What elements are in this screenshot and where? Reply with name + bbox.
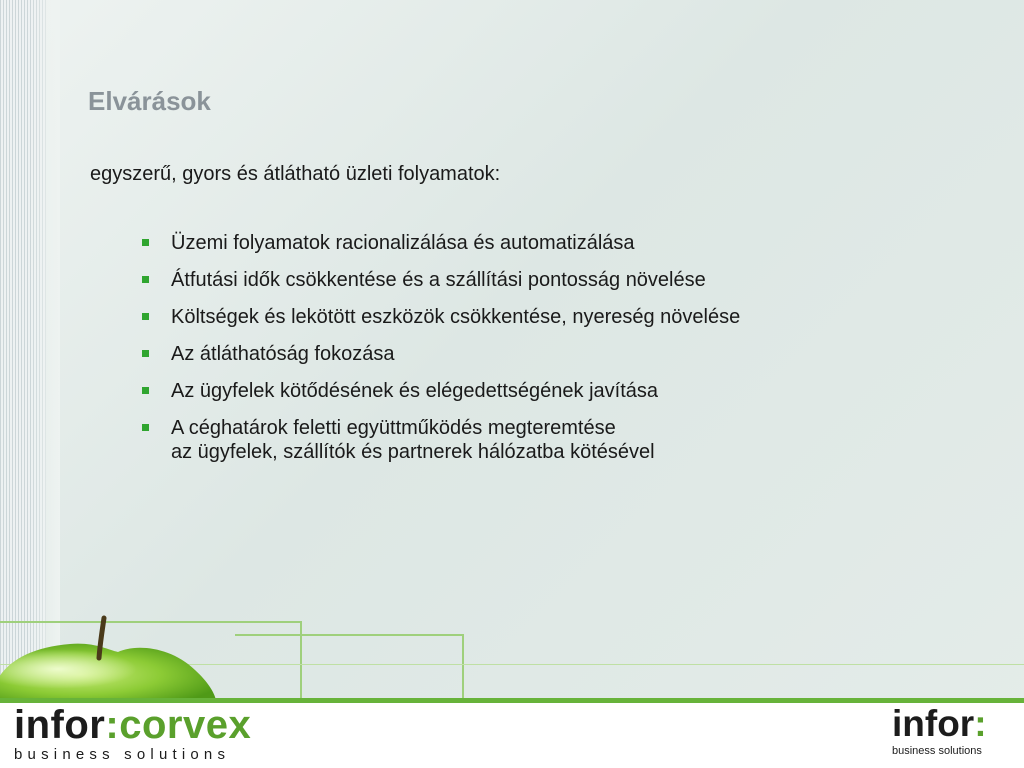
list-item: Üzemi folyamatok racionalizálása és automatizálása [142, 231, 740, 255]
list-item: Átfutási idők csökkentése és a szállítási pontosság növelése [142, 268, 740, 292]
green-apple-icon [0, 600, 230, 700]
list-item: A céghatárok feletti együttműködés megteremtése az ügyfelek, szállítók és partnerek hálózatba kötésével [142, 416, 740, 464]
bullet-square-icon [142, 239, 149, 246]
list-item: Az ügyfelek kötődésének és elégedettségének javítása [142, 379, 740, 403]
bullet-square-icon [142, 387, 149, 394]
stripe-fade [30, 0, 60, 700]
list-item: Költségek és lekötött eszközök csökkentése, nyereség növelése [142, 305, 740, 329]
list-item: Az átláthatóság fokozása [142, 342, 740, 366]
slide-title: Elvárások [88, 86, 211, 116]
bullet-square-icon [142, 313, 149, 320]
slide-subtitle: egyszerű, gyors és átlátható üzleti folyamatok: [90, 163, 501, 185]
frame-line [235, 634, 462, 636]
bullet-square-icon [142, 276, 149, 283]
frame-line [462, 634, 464, 699]
bullet-square-icon [142, 350, 149, 357]
bullet-square-icon [142, 424, 149, 431]
frame-line [300, 621, 302, 699]
infor-logo: infor: business solutions [892, 703, 987, 757]
infor-corvex-logo: infor:corvex business solutions [14, 703, 252, 763]
bullet-list [142, 231, 740, 477]
